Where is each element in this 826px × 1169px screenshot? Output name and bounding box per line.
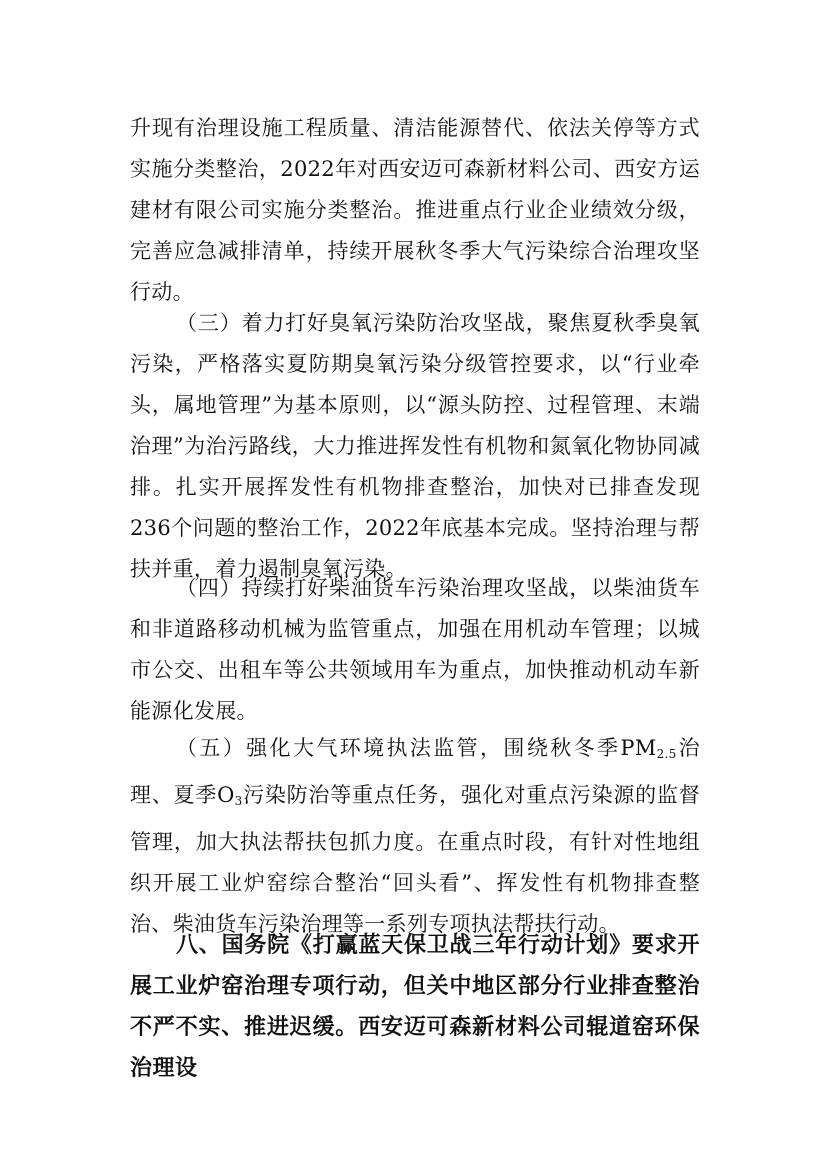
paragraph-4-part-3: 污染防治等重点任务，强化对重点污染源的监督管理，加大执法帮扶包抓力度。在重点时段，有针对性地组织开展工业炉窑综合整治“回头看”、挥发性有机物排查整治、柴油货车污染治理等一系列专项执法帮扶行动。 bbox=[130, 783, 700, 936]
o3-subscript: 3 bbox=[234, 794, 243, 808]
paragraph-4-part-2: 治理、夏季O bbox=[130, 736, 700, 807]
paragraph-4-part-1: （五）强化大气环境执法监管，围绕秋冬季PM bbox=[176, 736, 657, 760]
paragraph-2: （三）着力打好臭氧污染防治攻坚战，聚焦夏秋季臭氧污染，严格落实夏防期臭氧污染分级管控要求，以“行业牵头，属地管理”为基本原则，以“源头防控、过程管理、末端治理”为治污路线，大力推进挥发性有机物和氮氧化物协同减排。扎实开展挥发性有机物排查整治，加快对已排查发现236个问题的整治工作，2022年底基本完成。坚持治理与帮扶并重，着力遏制臭氧污染。 bbox=[130, 311, 700, 581]
section-eight-paragraph: 八、国务院《打赢蓝天保卫战三年行动计划》要求开展工业炉窑治理专项行动，但关中地区部分行业排查整治不严不实、推进迟缓。西安迈可森新材料公司辊道窑环保治理设 bbox=[130, 933, 700, 1081]
pm25-subscript: 2.5 bbox=[656, 747, 677, 761]
paragraph-4 bbox=[130, 728, 700, 945]
paragraph-3: （四）持续打好柴油货车污染治理攻坚战，以柴油货车和非道路移动机械为监管重点，加强在用机动车管理；以城市公交、出租车等公共领域用车为重点，加快推动机动车新能源化发展。 bbox=[130, 576, 700, 723]
paragraph-1: 升现有治理设施工程质量、清洁能源替代、依法关停等方式实施分类整治，2022年对西安迈可森新材料公司、西安方运建材有限公司实施分类整治。推进重点行业企业绩效分级，完善应急减排清单，持续开展秋冬季大气污染综合治理攻坚行动。 bbox=[130, 116, 700, 304]
